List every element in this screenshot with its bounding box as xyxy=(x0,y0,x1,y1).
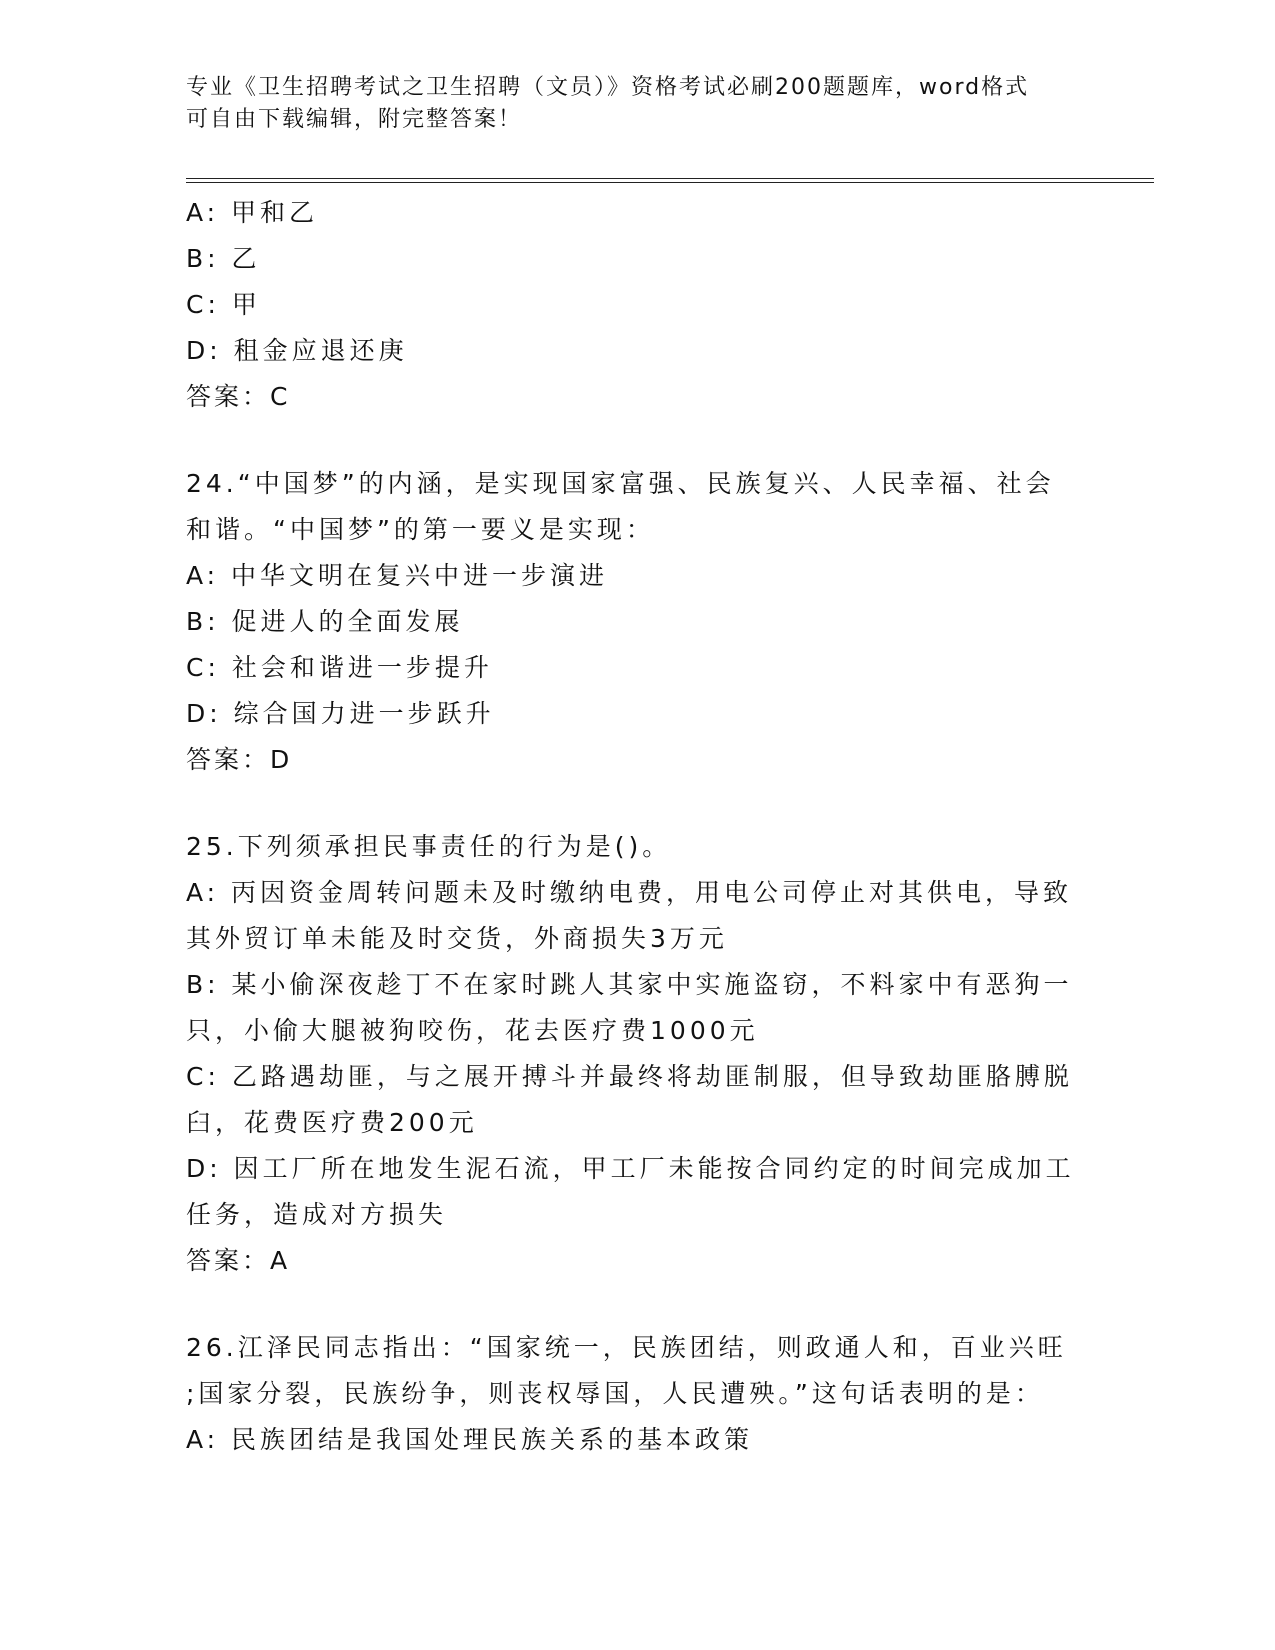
document-body xyxy=(186,190,1086,1463)
option-a: A: 中华文明在复兴中进一步演进 xyxy=(186,561,609,590)
answer: 答案：A xyxy=(186,1246,291,1275)
option-c: C: 社会和谐进一步提升 xyxy=(186,653,493,682)
question-24 xyxy=(186,461,1086,783)
question-stem: 25.下列须承担民事责任的行为是()。 xyxy=(186,832,672,861)
question-stem-cont: ;国家分裂，民族纷争，则丧权辱国，人民遭殃。”这句话表明的是： xyxy=(186,1379,1044,1408)
option-a-cont: 其外贸订单未能及时交货，外商损失3万元 xyxy=(186,924,728,953)
option-a: A: 民族团结是我国处理民族关系的基本政策 xyxy=(186,1425,754,1454)
option-d: D: 租金应退还庚 xyxy=(186,336,408,365)
question-26 xyxy=(186,1325,1086,1463)
answer: 答案：D xyxy=(186,745,293,774)
header-rule-bottom xyxy=(186,182,1154,183)
option-d-cont: 任务，造成对方损失 xyxy=(186,1200,448,1229)
option-d: D: 因工厂所在地发生泥石流，甲工厂未能按合同约定的时间完成加工 xyxy=(186,1154,1075,1183)
question-23-tail xyxy=(186,190,1086,420)
header-rule-top xyxy=(186,178,1154,179)
option-b-cont: 只，小偷大腿被狗咬伤，花去医疗费1000元 xyxy=(186,1016,759,1045)
option-b: B: 促进人的全面发展 xyxy=(186,607,464,636)
option-c-cont: 臼，花费医疗费200元 xyxy=(186,1108,478,1137)
question-stem: 24.“中国梦”的内涵，是实现国家富强、民族复兴、人民幸福、社会 xyxy=(186,469,1055,498)
option-a: A: 甲和乙 xyxy=(186,198,319,227)
header-line-2: 可自由下载编辑，附完整答案！ xyxy=(186,107,523,132)
option-b: B: 乙 xyxy=(186,244,261,273)
header-line-1: 专业《卫生招聘考试之卫生招聘（文员）》资格考试必刷200题题库，word格式 xyxy=(186,75,1030,100)
option-c: C: 乙路遇劫匪，与之展开搏斗并最终将劫匪制服，但导致劫匪胳膊脱 xyxy=(186,1062,1073,1091)
option-d: D: 综合国力进一步跃升 xyxy=(186,699,495,728)
option-c: C: 甲 xyxy=(186,290,261,319)
option-b: B: 某小偷深夜趁丁不在家时跳人其家中实施盗窃，不料家中有恶狗一 xyxy=(186,970,1073,999)
answer: 答案：C xyxy=(186,382,291,411)
question-stem-cont: 和谐。“中国梦”的第一要义是实现： xyxy=(186,515,655,544)
option-a: A: 丙因资金周转问题未及时缴纳电费，用电公司停止对其供电，导致 xyxy=(186,878,1073,907)
document-header xyxy=(186,72,1086,136)
question-stem: 26.江泽民同志指出：“国家统一，民族团结，则政通人和，百业兴旺 xyxy=(186,1333,1067,1362)
question-25 xyxy=(186,824,1086,1284)
